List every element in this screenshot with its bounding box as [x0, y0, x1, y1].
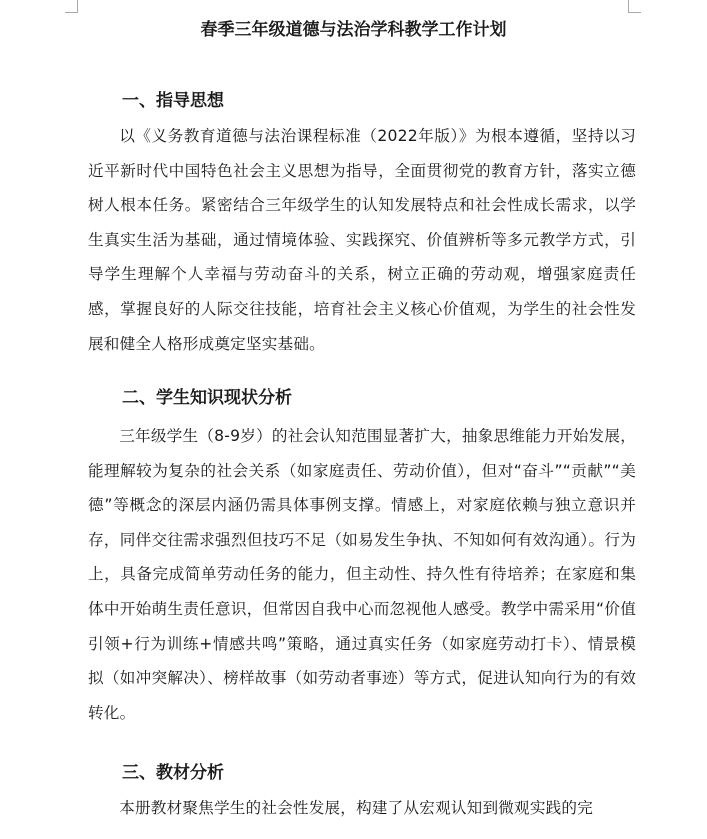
section-heading-student-analysis: 二、学生知识现状分析 [122, 388, 292, 408]
section-paragraph-guiding-ideology: 以《义务教育道德与法治课程标准（2022年版）》为根本遵循，坚持以习近平新时代中国特色社会主义思想为指导，全面贯彻党的教育方针，落实立德树人根本任务。紧密结合三年级学生的认知发展特点和社会性成长需求，以学生真实生活为基础，通过情境体验、实践探究、价值辨析等多元教学方式，引导学生理解个人幸福与劳动奋斗的关系，树立正确的劳动观，增强家庭责任感，掌握良好的人际交往技能，培育社会主义核心价值观，为学生的社会性发展和健全人格形成奠定坚实基础。 [88, 127, 636, 353]
section-paragraph-textbook-analysis: 本册教材聚焦学生的社会性发展，构建了从宏观认知到微观实践的完 [119, 799, 594, 817]
document-title: 春季三年级道德与法治学科教学工作计划 [200, 20, 507, 40]
section-heading-guiding-ideology: 一、指导思想 [122, 91, 224, 111]
section-paragraph-student-analysis: 三年级学生（8-9岁）的社会认知范围显著扩大，抽象思维能力开始发展，能理解较为复杂的社会关系（如家庭责任、劳动价值），但对“奋斗”“贡献”“美德”等概念的深层内涵仍需具体事例支撑。情感上，对家庭依赖与独立意识并存，同伴交往需求强烈但技巧不足（如易发生争执、不知如何有效沟通）。行为上，具备完成简单劳动任务的能力，但主动性、持久性有待培养；在家庭和集体中开始萌生责任意识，但常因自我中心而忽视他人感受。教学中需采用“价值引领+行为训练+情感共鸣”策略，通过真实任务（如家庭劳动打卡）、情景模拟（如冲突解决）、榜样故事（如劳动者事迹）等方式，促进认知向行为的有效转化。 [88, 427, 636, 722]
section-heading-textbook-analysis: 三、教材分析 [122, 763, 224, 783]
